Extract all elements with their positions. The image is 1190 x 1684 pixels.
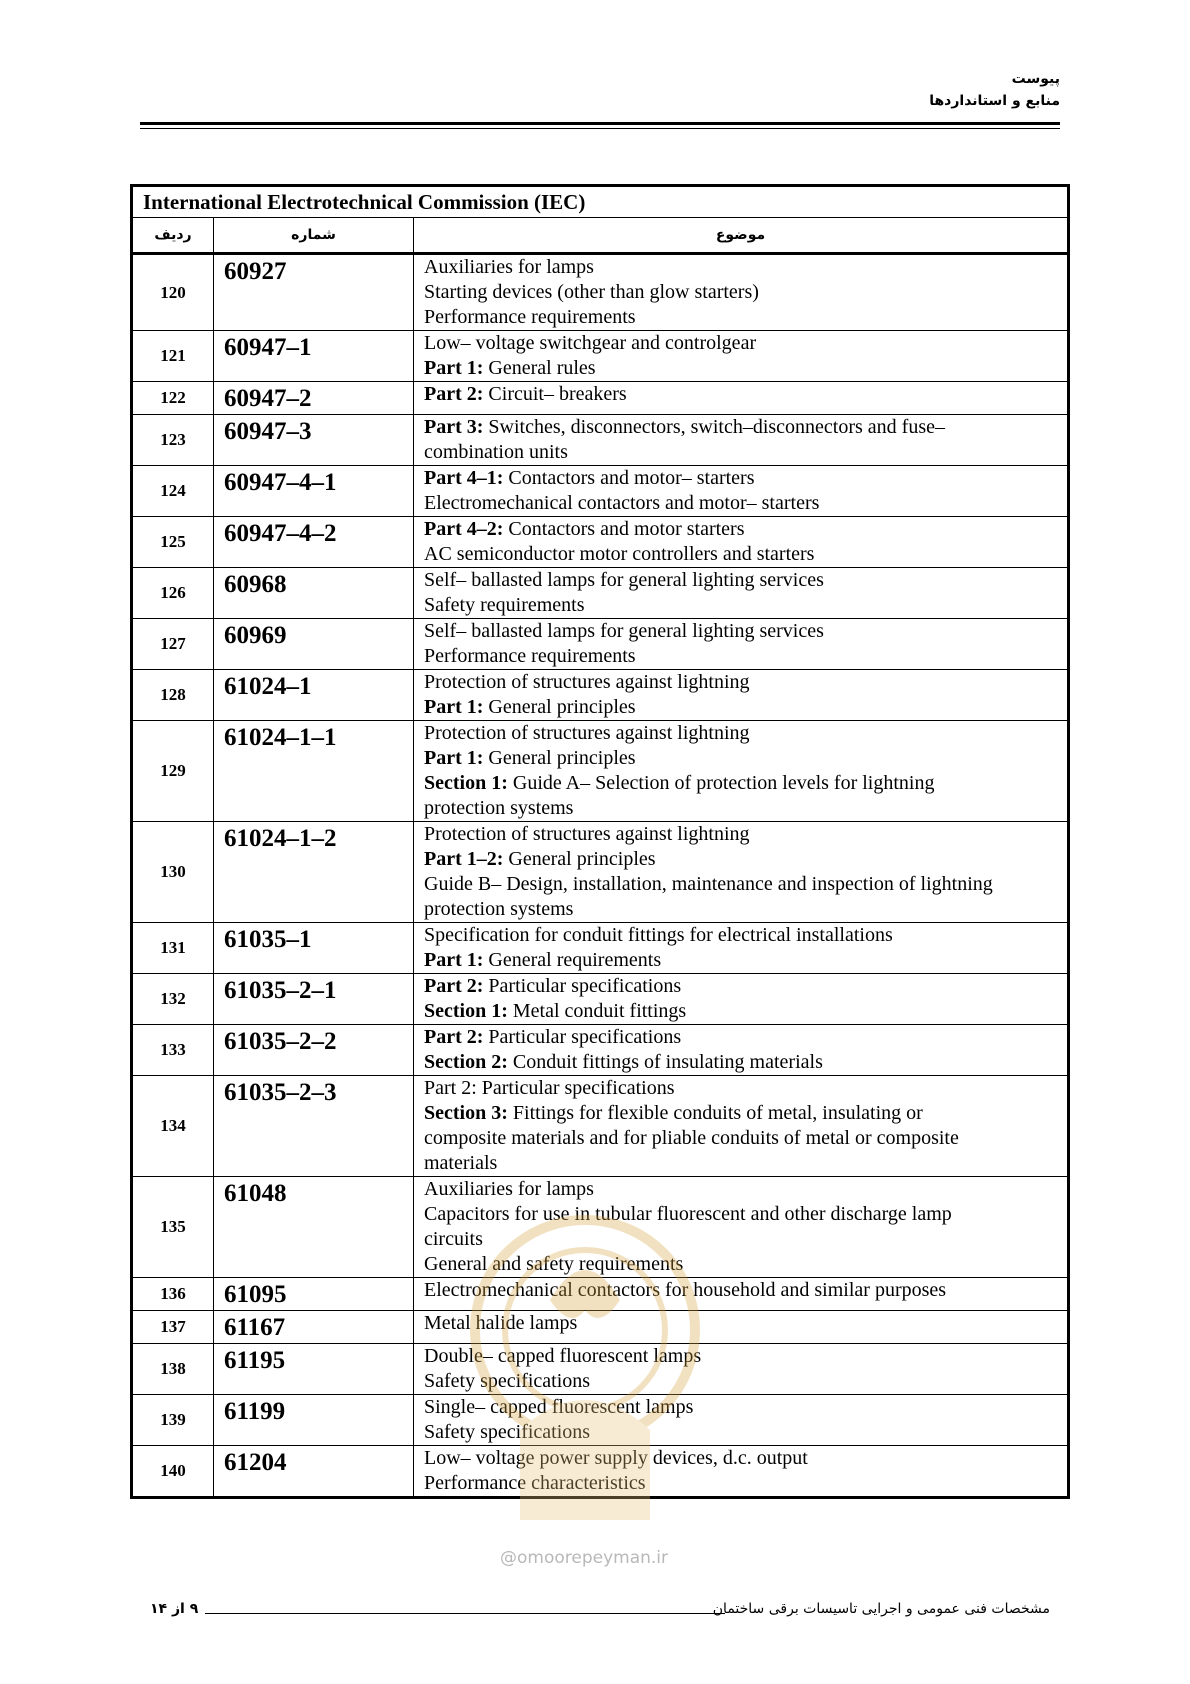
subject-text: materials bbox=[424, 1152, 498, 1174]
subject-text: General principles bbox=[483, 747, 636, 769]
table-row bbox=[132, 254, 1069, 331]
subject-line bbox=[424, 280, 1057, 305]
subject-label: Section 1: bbox=[424, 1000, 508, 1022]
subject-line bbox=[424, 1177, 1057, 1202]
subject-text: combination units bbox=[424, 441, 568, 463]
subject-line bbox=[424, 542, 1057, 567]
table-row bbox=[132, 619, 1069, 670]
subject-line bbox=[424, 593, 1057, 618]
standard-number-cell: 61095 bbox=[214, 1278, 414, 1311]
subject-text: Particular specifications bbox=[483, 1026, 682, 1048]
subject-text: Self– ballasted lamps for general lighting services bbox=[424, 569, 824, 591]
watermark-text: @omoorepeyman.ir bbox=[500, 1548, 669, 1568]
subject-line bbox=[424, 974, 1057, 999]
subject-cell bbox=[414, 1177, 1069, 1278]
subject-text: circuits bbox=[424, 1228, 483, 1250]
subject-text: Contactors and motor– starters bbox=[503, 467, 755, 489]
table-row bbox=[132, 1344, 1069, 1395]
standard-number-cell: 60947–2 bbox=[214, 382, 414, 415]
subject-line bbox=[424, 1076, 1057, 1101]
table-row bbox=[132, 1025, 1069, 1076]
table-row bbox=[132, 517, 1069, 568]
row-number-cell: 131 bbox=[132, 923, 214, 974]
header-title: پیوست bbox=[1011, 71, 1060, 87]
row-number-cell: 126 bbox=[132, 568, 214, 619]
header-rule-thin bbox=[140, 128, 1060, 129]
subject-text: Performance characteristics bbox=[424, 1472, 646, 1494]
row-number-cell: 123 bbox=[132, 415, 214, 466]
row-number-cell: 127 bbox=[132, 619, 214, 670]
subject-line bbox=[424, 255, 1057, 280]
subject-label: Part 1: bbox=[424, 949, 484, 971]
subject-line bbox=[424, 466, 1057, 491]
subject-label: Part 2: bbox=[424, 383, 484, 405]
row-number-cell: 133 bbox=[132, 1025, 214, 1076]
table-body bbox=[132, 254, 1069, 1498]
standard-number-cell: 60947–3 bbox=[214, 415, 414, 466]
subject-text: Safety specifications bbox=[424, 1370, 591, 1392]
row-number-cell: 137 bbox=[132, 1311, 214, 1344]
footer-page-number: ۹ از ۱۴ bbox=[150, 1601, 199, 1617]
subject-text: composite materials and for pliable conduits of metal or composite bbox=[424, 1127, 959, 1149]
subject-line bbox=[424, 695, 1057, 720]
subject-line bbox=[424, 1101, 1057, 1126]
subject-text: Protection of structures against lightning bbox=[424, 823, 750, 845]
subject-line bbox=[424, 331, 1057, 356]
subject-line bbox=[424, 1446, 1057, 1471]
subject-line bbox=[424, 305, 1057, 330]
row-number-cell: 134 bbox=[132, 1076, 214, 1177]
row-number-cell: 138 bbox=[132, 1344, 214, 1395]
standard-number-cell: 60947–4–1 bbox=[214, 466, 414, 517]
footer-title: مشخصات فنی عمومی و اجرایی تاسیسات برقی ساختمان bbox=[712, 1601, 1050, 1617]
column-header-subject: موضوع bbox=[414, 218, 1069, 254]
row-number-cell: 132 bbox=[132, 974, 214, 1025]
subject-text: General and safety requirements bbox=[424, 1253, 684, 1275]
standard-number-cell: 60947–4–2 bbox=[214, 517, 414, 568]
subject-text: Specification for conduit fittings for electrical installations bbox=[424, 924, 893, 946]
footer-rule bbox=[205, 1613, 725, 1614]
subject-text: Particular specifications bbox=[483, 975, 682, 997]
subject-text: General principles bbox=[483, 696, 636, 718]
subject-text: General requirements bbox=[483, 949, 662, 971]
standard-number-cell: 61024–1–1 bbox=[214, 721, 414, 822]
subject-label: Part 1: bbox=[424, 357, 484, 379]
subject-line bbox=[424, 923, 1057, 948]
subject-text: Auxiliaries for lamps bbox=[424, 1178, 594, 1200]
subject-label: Part 2: bbox=[424, 975, 484, 997]
subject-cell bbox=[414, 331, 1069, 382]
subject-cell bbox=[414, 1278, 1069, 1311]
standard-number-cell: 61035–2–1 bbox=[214, 974, 414, 1025]
subject-line bbox=[424, 999, 1057, 1024]
subject-text: Protection of structures against lightning bbox=[424, 722, 750, 744]
column-header-number: شماره bbox=[214, 218, 414, 254]
subject-line bbox=[424, 1202, 1057, 1227]
subject-text: Low– voltage power supply devices, d.c. output bbox=[424, 1447, 808, 1469]
table-caption: International Electrotechnical Commission (IEC) bbox=[132, 186, 1069, 218]
subject-line bbox=[424, 1344, 1057, 1369]
subject-text: Self– ballasted lamps for general lighting services bbox=[424, 620, 824, 642]
subject-label: Section 2: bbox=[424, 1051, 508, 1073]
subject-text: Double– capped fluorescent lamps bbox=[424, 1345, 702, 1367]
subject-cell bbox=[414, 415, 1069, 466]
table-row bbox=[132, 1177, 1069, 1278]
subject-text: Low– voltage switchgear and controlgear bbox=[424, 332, 757, 354]
subject-text: General rules bbox=[483, 357, 596, 379]
table-row bbox=[132, 415, 1069, 466]
table-row bbox=[132, 466, 1069, 517]
subject-line bbox=[424, 796, 1057, 821]
row-number-cell: 130 bbox=[132, 822, 214, 923]
standard-number-cell: 61199 bbox=[214, 1395, 414, 1446]
row-number-cell: 139 bbox=[132, 1395, 214, 1446]
subject-line bbox=[424, 1395, 1057, 1420]
standard-number-cell: 60968 bbox=[214, 568, 414, 619]
subject-text: Capacitors for use in tubular fluorescent and other discharge lamp bbox=[424, 1203, 952, 1225]
page-header bbox=[929, 68, 1060, 112]
subject-text: Electromechanical contactors and motor– starters bbox=[424, 492, 820, 514]
standard-number-cell: 61024–1 bbox=[214, 670, 414, 721]
subject-line bbox=[424, 872, 1057, 897]
subject-cell bbox=[414, 1395, 1069, 1446]
subject-line bbox=[424, 1369, 1057, 1394]
row-number-cell: 135 bbox=[132, 1177, 214, 1278]
subject-line bbox=[424, 619, 1057, 644]
table-row bbox=[132, 974, 1069, 1025]
subject-text: AC semiconductor motor controllers and starters bbox=[424, 543, 815, 565]
table-row bbox=[132, 1446, 1069, 1498]
subject-text: Performance requirements bbox=[424, 645, 636, 667]
subject-line bbox=[424, 517, 1057, 542]
subject-cell bbox=[414, 670, 1069, 721]
table-row bbox=[132, 670, 1069, 721]
subject-text: Circuit– breakers bbox=[483, 383, 627, 405]
subject-line bbox=[424, 1278, 1057, 1303]
subject-line bbox=[424, 382, 1057, 407]
subject-label: Section 1: bbox=[424, 772, 508, 794]
standard-number-cell: 60927 bbox=[214, 254, 414, 331]
subject-text: Guide A– Selection of protection levels for lightning bbox=[507, 772, 935, 794]
subject-line bbox=[424, 1420, 1057, 1445]
subject-cell bbox=[414, 466, 1069, 517]
subject-line bbox=[424, 1050, 1057, 1075]
subject-cell bbox=[414, 382, 1069, 415]
header-subtitle: منابع و استانداردها bbox=[929, 93, 1060, 109]
standard-number-cell: 61048 bbox=[214, 1177, 414, 1278]
subject-cell bbox=[414, 822, 1069, 923]
subject-line bbox=[424, 1126, 1057, 1151]
standard-number-cell: 61195 bbox=[214, 1344, 414, 1395]
subject-text: Metal halide lamps bbox=[424, 1312, 578, 1334]
subject-line bbox=[424, 721, 1057, 746]
subject-label: Part 2: bbox=[424, 1026, 484, 1048]
subject-line bbox=[424, 440, 1057, 465]
subject-line bbox=[424, 670, 1057, 695]
subject-label: Part 1: bbox=[424, 696, 484, 718]
subject-line bbox=[424, 1227, 1057, 1252]
subject-line bbox=[424, 415, 1057, 440]
standard-number-cell: 61035–2–2 bbox=[214, 1025, 414, 1076]
subject-text: protection systems bbox=[424, 898, 574, 920]
subject-line bbox=[424, 356, 1057, 381]
subject-cell bbox=[414, 974, 1069, 1025]
subject-cell bbox=[414, 1311, 1069, 1344]
row-number-cell: 125 bbox=[132, 517, 214, 568]
subject-label: Part 4–2: bbox=[424, 518, 504, 540]
subject-line bbox=[424, 771, 1057, 796]
standard-number-cell: 61035–2–3 bbox=[214, 1076, 414, 1177]
row-number-cell: 124 bbox=[132, 466, 214, 517]
row-number-cell: 140 bbox=[132, 1446, 214, 1498]
subject-text: Switches, disconnectors, switch–disconnectors and fuse– bbox=[483, 416, 945, 438]
subject-cell bbox=[414, 517, 1069, 568]
table-row bbox=[132, 382, 1069, 415]
subject-line bbox=[424, 897, 1057, 922]
iec-standards-table bbox=[130, 184, 1070, 1499]
subject-cell bbox=[414, 1446, 1069, 1498]
subject-label: Part 4–1: bbox=[424, 467, 504, 489]
subject-line bbox=[424, 568, 1057, 593]
subject-text: Guide B– Design, installation, maintenance and inspection of lightning bbox=[424, 873, 993, 895]
standard-number-cell: 61204 bbox=[214, 1446, 414, 1498]
row-number-cell: 128 bbox=[132, 670, 214, 721]
subject-text: Part 2: Particular specifications bbox=[424, 1077, 675, 1099]
subject-cell bbox=[414, 1076, 1069, 1177]
table-row bbox=[132, 1278, 1069, 1311]
subject-text: Contactors and motor starters bbox=[503, 518, 745, 540]
subject-text: Safety specifications bbox=[424, 1421, 591, 1443]
subject-text: Single– capped fluorescent lamps bbox=[424, 1396, 694, 1418]
row-number-cell: 121 bbox=[132, 331, 214, 382]
subject-label: Section 3: bbox=[424, 1102, 508, 1124]
row-number-cell: 136 bbox=[132, 1278, 214, 1311]
subject-cell bbox=[414, 923, 1069, 974]
subject-text: Electromechanical contactors for household and similar purposes bbox=[424, 1279, 947, 1301]
subject-label: Part 3: bbox=[424, 416, 484, 438]
row-number-cell: 122 bbox=[132, 382, 214, 415]
subject-text: General principles bbox=[503, 848, 656, 870]
table-row bbox=[132, 923, 1069, 974]
subject-cell bbox=[414, 1344, 1069, 1395]
row-number-cell: 129 bbox=[132, 721, 214, 822]
header-rule bbox=[140, 122, 1060, 125]
subject-label: Part 1–2: bbox=[424, 848, 504, 870]
subject-cell bbox=[414, 568, 1069, 619]
subject-line bbox=[424, 847, 1057, 872]
subject-line bbox=[424, 1471, 1057, 1496]
subject-cell bbox=[414, 254, 1069, 331]
standard-number-cell: 60947–1 bbox=[214, 331, 414, 382]
subject-line bbox=[424, 491, 1057, 516]
subject-text: Metal conduit fittings bbox=[507, 1000, 687, 1022]
table-row bbox=[132, 1076, 1069, 1177]
subject-text: Performance requirements bbox=[424, 306, 636, 328]
subject-text: Safety requirements bbox=[424, 594, 585, 616]
table-row bbox=[132, 822, 1069, 923]
subject-text: Fittings for flexible conduits of metal, insulating or bbox=[507, 1102, 923, 1124]
subject-text: Starting devices (other than glow starters) bbox=[424, 281, 759, 303]
table-row bbox=[132, 331, 1069, 382]
standard-number-cell: 61035–1 bbox=[214, 923, 414, 974]
table-row bbox=[132, 1311, 1069, 1344]
subject-text: protection systems bbox=[424, 797, 574, 819]
subject-line bbox=[424, 1151, 1057, 1176]
subject-line bbox=[424, 1311, 1057, 1336]
subject-text: Protection of structures against lightning bbox=[424, 671, 750, 693]
standard-number-cell: 60969 bbox=[214, 619, 414, 670]
subject-label: Part 1: bbox=[424, 747, 484, 769]
subject-cell bbox=[414, 619, 1069, 670]
table-row bbox=[132, 1395, 1069, 1446]
subject-line bbox=[424, 746, 1057, 771]
subject-text: Conduit fittings of insulating materials bbox=[507, 1051, 823, 1073]
standard-number-cell: 61167 bbox=[214, 1311, 414, 1344]
subject-cell bbox=[414, 721, 1069, 822]
subject-line bbox=[424, 644, 1057, 669]
row-number-cell: 120 bbox=[132, 254, 214, 331]
subject-line bbox=[424, 948, 1057, 973]
subject-line bbox=[424, 822, 1057, 847]
table-row bbox=[132, 568, 1069, 619]
subject-line bbox=[424, 1252, 1057, 1277]
subject-cell bbox=[414, 1025, 1069, 1076]
subject-text: Auxiliaries for lamps bbox=[424, 256, 594, 278]
standard-number-cell: 61024–1–2 bbox=[214, 822, 414, 923]
subject-line bbox=[424, 1025, 1057, 1050]
table-row bbox=[132, 721, 1069, 822]
column-header-row: ردیف bbox=[132, 218, 214, 254]
